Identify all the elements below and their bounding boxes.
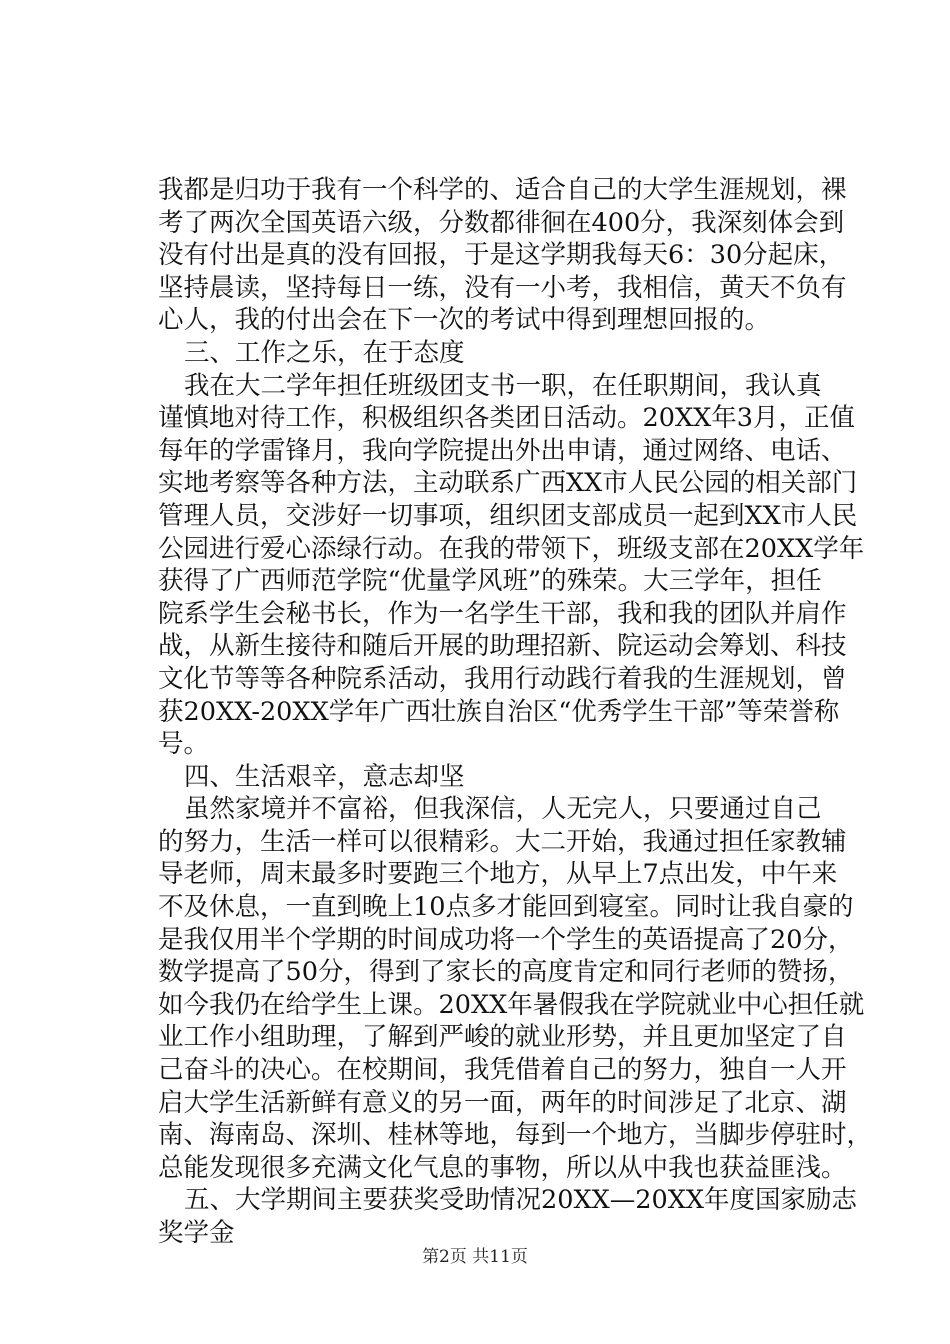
text-line: 数学提高了50分，得到了家长的高度肯定和同行老师的赞扬，: [158, 957, 854, 988]
text-line: 总能发现很多充满文化气息的事物，所以从中我也获益匪浅。: [158, 1152, 847, 1183]
text-line: 业工作小组助理，了解到严峻的就业形势，并且更加坚定了自: [158, 1022, 847, 1053]
page-footer: 第2页 共11页: [422, 1247, 528, 1267]
text-line: 获20XX-20XX学年广西壮族自治区“优秀学生干部”等荣誉称: [158, 696, 840, 727]
text-line: 文化节等等各种院系活动，我用行动践行着我的生涯规划，曾: [158, 663, 847, 694]
text-line: 坚持晨读，坚持每日一练，没有一小考，我相信，黄天不负有: [158, 272, 847, 303]
text-line: 启大学生活新鲜有意义的另一面，两年的时间涉足了北京、湖: [158, 1087, 847, 1118]
text-line: 我都是归功于我有一个科学的、适合自己的大学生涯规划，裸: [158, 175, 847, 205]
text-line: 三、工作之乐，在于态度: [184, 337, 465, 368]
text-line: 考了两次全国英语六级，分数都徘徊在400分，我深刻体会到: [158, 207, 845, 238]
text-line: 战，从新生接待和随后开展的助理招新、院运动会筹划、科技: [158, 631, 847, 662]
text-line: 实地考察等各种方法，主动联系广西XX市人民公园的相关部门: [158, 468, 858, 499]
text-line: 号。: [158, 729, 210, 760]
text-line: 没有付出是真的没有回报，于是这学期我每天6：30分起床，: [158, 240, 845, 271]
text-line: 我在大二学年担任班级团支书一职，在任职期间，我认真: [184, 370, 822, 401]
text-line: 获得了广西师范学院“优量学风班”的殊荣。大三学年，担任: [158, 566, 822, 597]
text-line: 如今我仍在给学生上课。20XX年暑假我在学院就业中心担任就: [158, 989, 865, 1020]
text-line: 每年的学雷锋月，我向学院提出外出申请，通过网络、电话、: [158, 435, 847, 466]
text-line: 导老师，周末最多时要跑三个地方，从早上7点出发，中午来: [158, 859, 838, 890]
text-line: 是我仅用半个学期的时间成功将一个学生的英语提高了20分，: [158, 924, 854, 955]
text-line: 虽然家境并不富裕，但我深信，人无完人，只要通过自己: [184, 794, 822, 825]
text-line: 谨慎地对待工作，积极组织各类团日活动。20XX年3月，正值: [158, 403, 855, 434]
text-line: 南、海南岛、深圳、桂林等地，每到一个地方，当脚步停驻时，: [158, 1120, 873, 1151]
text-line: 的努力，生活一样可以很精彩。大二开始，我通过担任家教辅: [158, 826, 847, 857]
text-line: 管理人员，交涉好一切事项，组织团支部成员一起到XX市人民: [158, 500, 858, 531]
text-line: 五、大学期间主要获奖受助情况20XX—20XX年度国家励志: [184, 1185, 858, 1216]
text-line: 四、生活艰辛，意志却坚: [184, 761, 465, 792]
text-line: 心人，我的付出会在下一次的考试中得到理想回报的。: [158, 305, 771, 336]
document-body: [158, 174, 873, 1250]
text-line: 公园进行爱心添绿行动。在我的带领下，班级支部在20XX学年: [158, 533, 865, 564]
text-line: 己奋斗的决心。在校期间，我凭借着自己的努力，独自一人开: [158, 1055, 847, 1086]
text-line: 奖学金: [158, 1218, 235, 1248]
text-line: 院系学生会秘书长，作为一名学生干部，我和我的团队并肩作: [158, 598, 847, 629]
text-line: 不及休息，一直到晚上10点多才能回到寝室。同时让我自豪的: [158, 892, 854, 923]
